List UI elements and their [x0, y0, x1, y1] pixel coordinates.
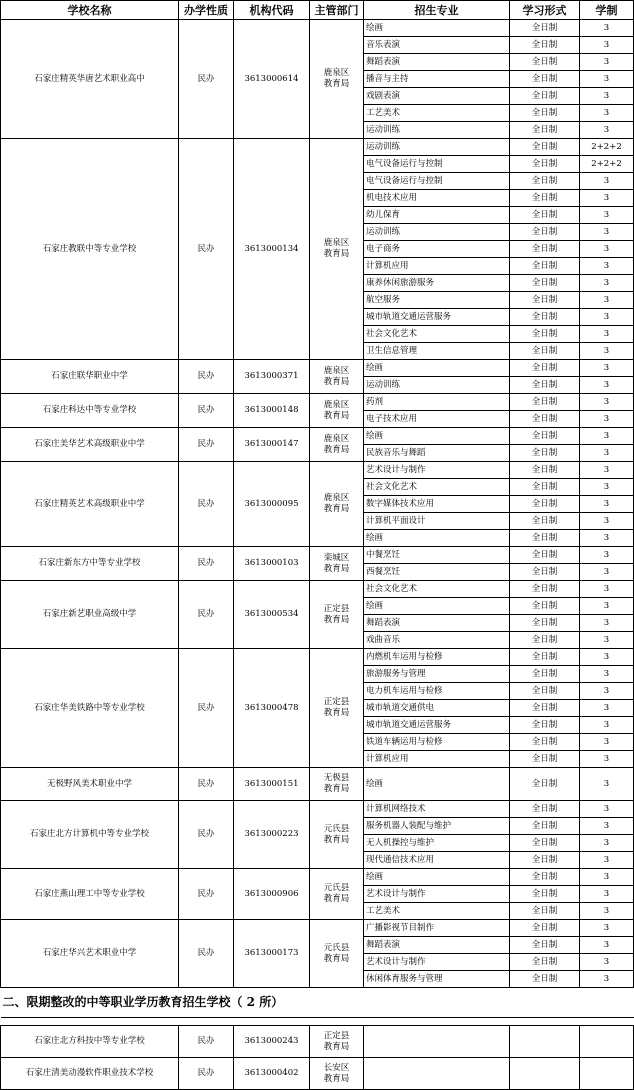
major-name: 西餐烹饪 — [364, 564, 510, 581]
major-name: 戏剧表演 — [364, 88, 510, 105]
major-name: 舞蹈表演 — [364, 54, 510, 71]
dept-line: 鹿泉区 — [323, 433, 350, 444]
study-mode: 全日制 — [510, 530, 580, 547]
study-mode: 全日制 — [510, 479, 580, 496]
table-row — [1, 581, 634, 598]
study-mode: 全日制 — [510, 598, 580, 615]
school-name: 石家庄美华艺术高级职业中学 — [1, 428, 179, 462]
study-years: 3 — [580, 190, 634, 207]
major-name: 艺术设计与制作 — [364, 462, 510, 479]
study-mode: 全日制 — [510, 258, 580, 275]
dept-line: 鹿泉区 — [323, 68, 350, 78]
school-code: 3613000402 — [234, 1058, 310, 1090]
school-name: 石家庄新东方中等专业学校 — [1, 547, 179, 581]
study-years — [580, 1026, 634, 1058]
study-years: 3 — [580, 428, 634, 445]
study-mode: 全日制 — [510, 275, 580, 292]
school-dept — [310, 801, 364, 869]
table-row — [1, 428, 634, 445]
major-name: 音乐表演 — [364, 37, 510, 54]
study-mode: 全日制 — [510, 937, 580, 954]
study-years: 3 — [580, 768, 634, 801]
school-name: 石家庄华美铁路中等专业学校 — [1, 649, 179, 768]
study-mode: 全日制 — [510, 394, 580, 411]
study-mode: 全日制 — [510, 428, 580, 445]
school-nature: 民办 — [179, 801, 234, 869]
dept-line: 无极县 — [323, 773, 350, 783]
table-row — [1, 139, 634, 156]
study-mode — [510, 1026, 580, 1058]
school-code: 3613000478 — [234, 649, 310, 768]
school-code: 3613000147 — [234, 428, 310, 462]
study-mode: 全日制 — [510, 751, 580, 768]
major-name: 工艺美术 — [364, 105, 510, 122]
study-years: 3 — [580, 173, 634, 190]
study-mode: 全日制 — [510, 37, 580, 54]
study-mode: 全日制 — [510, 768, 580, 801]
spacer-row — [1, 1018, 634, 1026]
major-name: 电子商务 — [364, 241, 510, 258]
study-mode: 全日制 — [510, 88, 580, 105]
table-row — [1, 920, 634, 937]
major-name: 运动训练 — [364, 224, 510, 241]
study-years: 2+2+2 — [580, 156, 634, 173]
table-row — [1, 20, 634, 37]
major-name — [364, 1058, 510, 1090]
study-years: 3 — [580, 513, 634, 530]
dept-line: 鹿泉区 — [323, 365, 350, 376]
school-nature: 民办 — [179, 547, 234, 581]
study-mode: 全日制 — [510, 360, 580, 377]
dept-line: 教育局 — [323, 410, 350, 421]
dept-line: 教育局 — [323, 376, 350, 387]
study-years: 3 — [580, 734, 634, 751]
study-mode: 全日制 — [510, 903, 580, 920]
major-name: 绘画 — [364, 428, 510, 445]
school-name: 石家庄燕山理工中等专业学校 — [1, 869, 179, 920]
school-name: 无极野风美术职业中学 — [1, 768, 179, 801]
major-name: 电子技术应用 — [364, 411, 510, 428]
header-school-name: 学校名称 — [1, 1, 179, 20]
study-years: 3 — [580, 666, 634, 683]
study-years: 3 — [580, 326, 634, 343]
school-nature: 民办 — [179, 462, 234, 547]
school-nature: 民办 — [179, 428, 234, 462]
study-mode: 全日制 — [510, 411, 580, 428]
dept-line: 鹿泉区 — [323, 493, 350, 503]
study-years: 3 — [580, 954, 634, 971]
study-mode: 全日制 — [510, 649, 580, 666]
table-row — [1, 1026, 634, 1058]
school-code: 3613000534 — [234, 581, 310, 649]
study-years: 3 — [580, 886, 634, 903]
study-mode: 全日制 — [510, 920, 580, 937]
study-mode: 全日制 — [510, 122, 580, 139]
study-mode: 全日制 — [510, 54, 580, 71]
major-name: 绘画 — [364, 360, 510, 377]
major-name: 城市轨道交通运营服务 — [364, 309, 510, 326]
study-mode: 全日制 — [510, 683, 580, 700]
study-years: 3 — [580, 258, 634, 275]
study-years: 3 — [580, 445, 634, 462]
study-years: 3 — [580, 224, 634, 241]
study-mode: 全日制 — [510, 954, 580, 971]
study-mode: 全日制 — [510, 496, 580, 513]
dept-line: 鹿泉区 — [323, 238, 350, 248]
school-dept — [310, 649, 364, 768]
major-name: 康养休闲旅游服务 — [364, 275, 510, 292]
school-code: 3613000906 — [234, 869, 310, 920]
school-nature: 民办 — [179, 649, 234, 768]
major-name: 社会文化艺术 — [364, 479, 510, 496]
major-name: 广播影视节目制作 — [364, 920, 510, 937]
school-name: 石家庄科达中等专业学校 — [1, 394, 179, 428]
major-name: 工艺美术 — [364, 903, 510, 920]
study-mode: 全日制 — [510, 547, 580, 564]
major-name: 运动训练 — [364, 377, 510, 394]
study-mode — [510, 1058, 580, 1090]
school-dept — [310, 581, 364, 649]
school-dept — [310, 547, 364, 581]
school-code: 3613000103 — [234, 547, 310, 581]
major-name: 计算机平面设计 — [364, 513, 510, 530]
major-name: 航空服务 — [364, 292, 510, 309]
study-mode: 全日制 — [510, 734, 580, 751]
major-name: 内燃机车运用与检修 — [364, 649, 510, 666]
school-nature: 民办 — [179, 20, 234, 139]
study-years: 3 — [580, 122, 634, 139]
major-name: 中餐烹饪 — [364, 547, 510, 564]
header-major: 招生专业 — [364, 1, 510, 20]
study-years: 3 — [580, 971, 634, 988]
header-nature: 办学性质 — [179, 1, 234, 20]
study-years: 3 — [580, 479, 634, 496]
study-mode: 全日制 — [510, 173, 580, 190]
study-mode: 全日制 — [510, 666, 580, 683]
school-dept — [310, 394, 364, 428]
table-row — [1, 869, 634, 886]
school-name: 石家庄新艺职业高级中学 — [1, 581, 179, 649]
study-mode: 全日制 — [510, 156, 580, 173]
school-dept — [310, 428, 364, 462]
school-name: 石家庄精英艺术高级职业中学 — [1, 462, 179, 547]
major-name: 播音与主持 — [364, 71, 510, 88]
major-name: 休闲体育服务与管理 — [364, 971, 510, 988]
dept-line: 长安区 — [323, 1062, 350, 1073]
study-mode: 全日制 — [510, 513, 580, 530]
study-mode: 全日制 — [510, 869, 580, 886]
study-mode: 全日制 — [510, 445, 580, 462]
dept-line: 栾城区 — [323, 552, 350, 563]
study-mode: 全日制 — [510, 343, 580, 360]
study-years: 3 — [580, 937, 634, 954]
study-years: 3 — [580, 920, 634, 937]
study-mode: 全日制 — [510, 241, 580, 258]
study-years — [580, 1058, 634, 1090]
school-nature: 民办 — [179, 360, 234, 394]
study-years: 3 — [580, 615, 634, 632]
dept-line: 教育局 — [323, 784, 350, 794]
school-nature: 民办 — [179, 920, 234, 988]
school-dept — [310, 1026, 364, 1058]
school-code: 3613000173 — [234, 920, 310, 988]
dept-line: 教育局 — [323, 1041, 350, 1052]
dept-line: 正定县 — [323, 697, 350, 707]
school-name: 石家庄清美动漫软件职业技术学校 — [1, 1058, 179, 1090]
study-years: 3 — [580, 530, 634, 547]
study-mode: 全日制 — [510, 207, 580, 224]
major-name: 电力机车运用与检修 — [364, 683, 510, 700]
major-name: 电气设备运行与控制 — [364, 156, 510, 173]
dept-line: 鹿泉区 — [323, 399, 350, 410]
major-name: 运动训练 — [364, 139, 510, 156]
study-years: 3 — [580, 275, 634, 292]
major-name: 绘画 — [364, 768, 510, 801]
study-years: 3 — [580, 462, 634, 479]
school-nature: 民办 — [179, 1058, 234, 1090]
header-code: 机构代码 — [234, 1, 310, 20]
study-years: 3 — [580, 411, 634, 428]
major-name: 现代通信技术应用 — [364, 852, 510, 869]
school-name: 石家庄精英华唐艺术职业高中 — [1, 20, 179, 139]
header-mode: 学习形式 — [510, 1, 580, 20]
major-name: 机电技术应用 — [364, 190, 510, 207]
study-mode: 全日制 — [510, 377, 580, 394]
school-dept — [310, 1058, 364, 1090]
study-years: 2+2+2 — [580, 139, 634, 156]
dept-line: 元氏县 — [323, 883, 350, 893]
study-years: 3 — [580, 547, 634, 564]
dept-line: 元氏县 — [323, 942, 350, 953]
study-years: 3 — [580, 105, 634, 122]
major-name — [364, 1026, 510, 1058]
table-row — [1, 649, 634, 666]
study-years: 3 — [580, 309, 634, 326]
study-mode: 全日制 — [510, 818, 580, 835]
header-dept: 主管部门 — [310, 1, 364, 20]
school-nature: 民办 — [179, 1026, 234, 1058]
school-nature: 民办 — [179, 581, 234, 649]
study-years: 3 — [580, 818, 634, 835]
header-row — [1, 1, 634, 20]
study-years: 3 — [580, 835, 634, 852]
study-years: 3 — [580, 88, 634, 105]
major-name: 艺术设计与制作 — [364, 954, 510, 971]
major-name: 铁道车辆运用与检修 — [364, 734, 510, 751]
spacer-cell — [1, 1018, 634, 1026]
study-mode: 全日制 — [510, 224, 580, 241]
study-mode: 全日制 — [510, 632, 580, 649]
major-name: 戏曲音乐 — [364, 632, 510, 649]
dept-line: 教育局 — [323, 708, 350, 718]
study-years: 3 — [580, 71, 634, 88]
dept-line: 教育局 — [323, 894, 350, 904]
major-name: 社会文化艺术 — [364, 581, 510, 598]
major-name: 卫生信息管理 — [364, 343, 510, 360]
school-code: 3613000151 — [234, 768, 310, 801]
major-name: 绘画 — [364, 598, 510, 615]
major-name: 绘画 — [364, 530, 510, 547]
study-years: 3 — [580, 700, 634, 717]
study-years: 3 — [580, 751, 634, 768]
study-mode: 全日制 — [510, 852, 580, 869]
study-mode: 全日制 — [510, 835, 580, 852]
study-years: 3 — [580, 37, 634, 54]
school-dept — [310, 20, 364, 139]
study-years: 3 — [580, 377, 634, 394]
major-name: 绘画 — [364, 869, 510, 886]
major-name: 计算机应用 — [364, 751, 510, 768]
table-row — [1, 462, 634, 479]
major-name: 艺术设计与制作 — [364, 886, 510, 903]
school-dept — [310, 360, 364, 394]
dept-line: 教育局 — [323, 249, 350, 259]
school-code: 3613000223 — [234, 801, 310, 869]
study-mode: 全日制 — [510, 886, 580, 903]
study-mode: 全日制 — [510, 801, 580, 818]
study-mode: 全日制 — [510, 105, 580, 122]
dept-line: 教育局 — [323, 953, 350, 964]
study-years: 3 — [580, 632, 634, 649]
major-name: 无人机操控与维护 — [364, 835, 510, 852]
dept-line: 教育局 — [323, 834, 350, 845]
major-name: 民族音乐与舞蹈 — [364, 445, 510, 462]
study-years: 3 — [580, 207, 634, 224]
major-name: 舞蹈表演 — [364, 937, 510, 954]
study-mode: 全日制 — [510, 292, 580, 309]
study-mode: 全日制 — [510, 581, 580, 598]
major-name: 服务机器人装配与维护 — [364, 818, 510, 835]
study-years: 3 — [580, 683, 634, 700]
school-name: 石家庄教联中等专业学校 — [1, 139, 179, 360]
study-mode: 全日制 — [510, 190, 580, 207]
study-years: 3 — [580, 598, 634, 615]
major-name: 计算机应用 — [364, 258, 510, 275]
study-mode: 全日制 — [510, 326, 580, 343]
school-code: 3613000134 — [234, 139, 310, 360]
school-name: 石家庄北方科技中等专业学校 — [1, 1026, 179, 1058]
school-code: 3613000095 — [234, 462, 310, 547]
study-mode: 全日制 — [510, 309, 580, 326]
school-nature: 民办 — [179, 394, 234, 428]
study-years: 3 — [580, 343, 634, 360]
study-mode: 全日制 — [510, 615, 580, 632]
study-years: 3 — [580, 869, 634, 886]
header-years: 学制 — [580, 1, 634, 20]
school-code: 3613000148 — [234, 394, 310, 428]
study-years: 3 — [580, 649, 634, 666]
study-mode: 全日制 — [510, 717, 580, 734]
major-name: 绘画 — [364, 20, 510, 37]
study-mode: 全日制 — [510, 462, 580, 479]
major-name: 运动训练 — [364, 122, 510, 139]
major-name: 旅游服务与管理 — [364, 666, 510, 683]
school-dept — [310, 768, 364, 801]
study-years: 3 — [580, 581, 634, 598]
major-name: 计算机网络技术 — [364, 801, 510, 818]
study-mode: 全日制 — [510, 971, 580, 988]
school-name: 石家庄联华职业中学 — [1, 360, 179, 394]
study-years: 3 — [580, 54, 634, 71]
study-years: 3 — [580, 717, 634, 734]
study-years: 3 — [580, 394, 634, 411]
study-mode: 全日制 — [510, 139, 580, 156]
school-dept — [310, 139, 364, 360]
school-nature: 民办 — [179, 768, 234, 801]
table-row — [1, 801, 634, 818]
study-years: 3 — [580, 903, 634, 920]
study-mode: 全日制 — [510, 564, 580, 581]
table-body — [1, 20, 634, 1090]
school-dept — [310, 462, 364, 547]
table-row — [1, 1058, 634, 1090]
school-nature: 民办 — [179, 869, 234, 920]
study-mode: 全日制 — [510, 700, 580, 717]
study-years: 3 — [580, 360, 634, 377]
major-name: 舞蹈表演 — [364, 615, 510, 632]
table-row — [1, 394, 634, 411]
school-nature: 民办 — [179, 139, 234, 360]
major-name: 药剂 — [364, 394, 510, 411]
dept-line: 教育局 — [323, 79, 350, 89]
dept-line: 教育局 — [323, 563, 350, 574]
study-years: 3 — [580, 20, 634, 37]
study-years: 3 — [580, 496, 634, 513]
study-years: 3 — [580, 852, 634, 869]
school-code: 3613000371 — [234, 360, 310, 394]
section-heading-row — [1, 988, 634, 1018]
school-name: 石家庄北方计算机中等专业学校 — [1, 801, 179, 869]
study-years: 3 — [580, 564, 634, 581]
table-row — [1, 768, 634, 801]
dept-line: 正定县 — [323, 603, 350, 614]
table-row — [1, 547, 634, 564]
study-years: 3 — [580, 241, 634, 258]
dept-line: 教育局 — [323, 504, 350, 514]
study-years: 3 — [580, 801, 634, 818]
school-code: 3613000243 — [234, 1026, 310, 1058]
dept-line: 正定县 — [323, 1030, 350, 1041]
school-name: 石家庄华兴艺术职业中学 — [1, 920, 179, 988]
dept-line: 教育局 — [323, 614, 350, 625]
school-dept — [310, 869, 364, 920]
section-2-title: 二、限期整改的中等职业学历教育招生学校（ 2 所） — [1, 988, 634, 1018]
study-mode: 全日制 — [510, 20, 580, 37]
major-name: 数字媒体技术应用 — [364, 496, 510, 513]
major-name: 幼儿保育 — [364, 207, 510, 224]
school-code: 3613000614 — [234, 20, 310, 139]
table-row — [1, 360, 634, 377]
major-name: 城市轨道交通供电 — [364, 700, 510, 717]
study-mode: 全日制 — [510, 71, 580, 88]
dept-line: 教育局 — [323, 1073, 350, 1084]
major-name: 社会文化艺术 — [364, 326, 510, 343]
dept-line: 元氏县 — [323, 823, 350, 834]
major-name: 城市轨道交通运营服务 — [364, 717, 510, 734]
study-years: 3 — [580, 292, 634, 309]
dept-line: 教育局 — [323, 444, 350, 455]
school-dept — [310, 920, 364, 988]
major-name: 电气设备运行与控制 — [364, 173, 510, 190]
